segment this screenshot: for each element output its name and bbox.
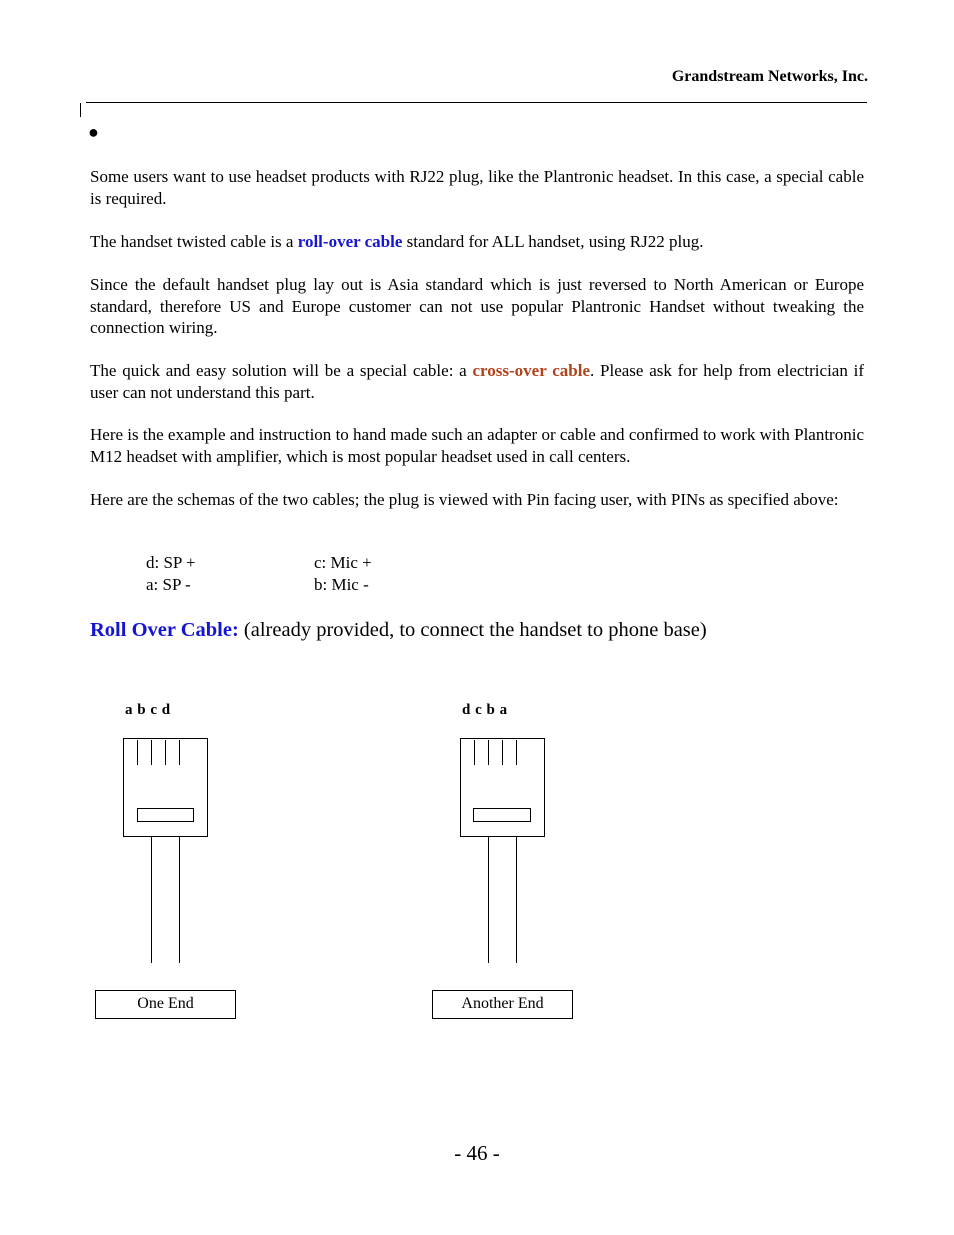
left-plug [124,739,208,964]
pin-c-mic-plus: c: Mic + [314,553,372,572]
roll-over-cable-term: roll-over cable [297,232,403,251]
one-end-label: One End [95,990,236,1019]
paragraph-schemas: Here are the schemas of the two cables; the plug is viewed with Pin facing user, with PINs as specified above: [90,490,839,509]
page-number: - 46 - [454,1141,500,1165]
pin-b-mic-minus: b: Mic - [314,575,369,594]
section-subtitle: (already provided, to connect the handset to phone base) [238,619,707,641]
pin-a-sp-minus: a: SP - [146,575,191,594]
pin-d-sp-plus: d: SP + [146,553,196,572]
another-end-label: Another End [432,990,573,1019]
paragraph-asia-standard: Since the default handset plug lay out is Asia standard which is just reversed to North American or Europe standard, therefore US and Europe customer can not use popular Plantronic Handset without tweaking the connection wiring. [90,275,864,337]
paragraph-example: Here is the example and instruction to hand made such an adapter or cable and confirmed to work with Plantronic M12 headset with amplifier, which is most popular headset used in call centers. [90,425,864,466]
section-title: Roll Over Cable: [90,619,239,641]
right-pin-labels: d c b a [462,702,508,718]
paragraph-rj22-intro: Some users want to use headset products with RJ22 plug, like the Plantronic headset. In this case, a special cable is required. [90,167,864,208]
left-plug-latch [138,809,194,822]
paragraph-roll-over-text-a: The handset twisted cable is a [90,232,298,251]
cross-over-cable-term: cross-over cable [472,361,590,380]
right-plug [461,739,545,964]
header-company: Grandstream Networks, Inc. [671,68,868,85]
left-pin-labels: a b c d [125,702,171,718]
bullet-mark: ● [88,122,99,142]
paragraph-roll-over-text-b: standard for ALL handset, using RJ22 plug. [402,232,704,251]
right-plug-latch [474,809,531,822]
paragraph-cross-over-text-a: The quick and easy solution will be a special cable: a [90,361,473,380]
paragraph-cross-over-text-b: . Please ask for help from electrician if user can not understand this part. [90,361,864,402]
